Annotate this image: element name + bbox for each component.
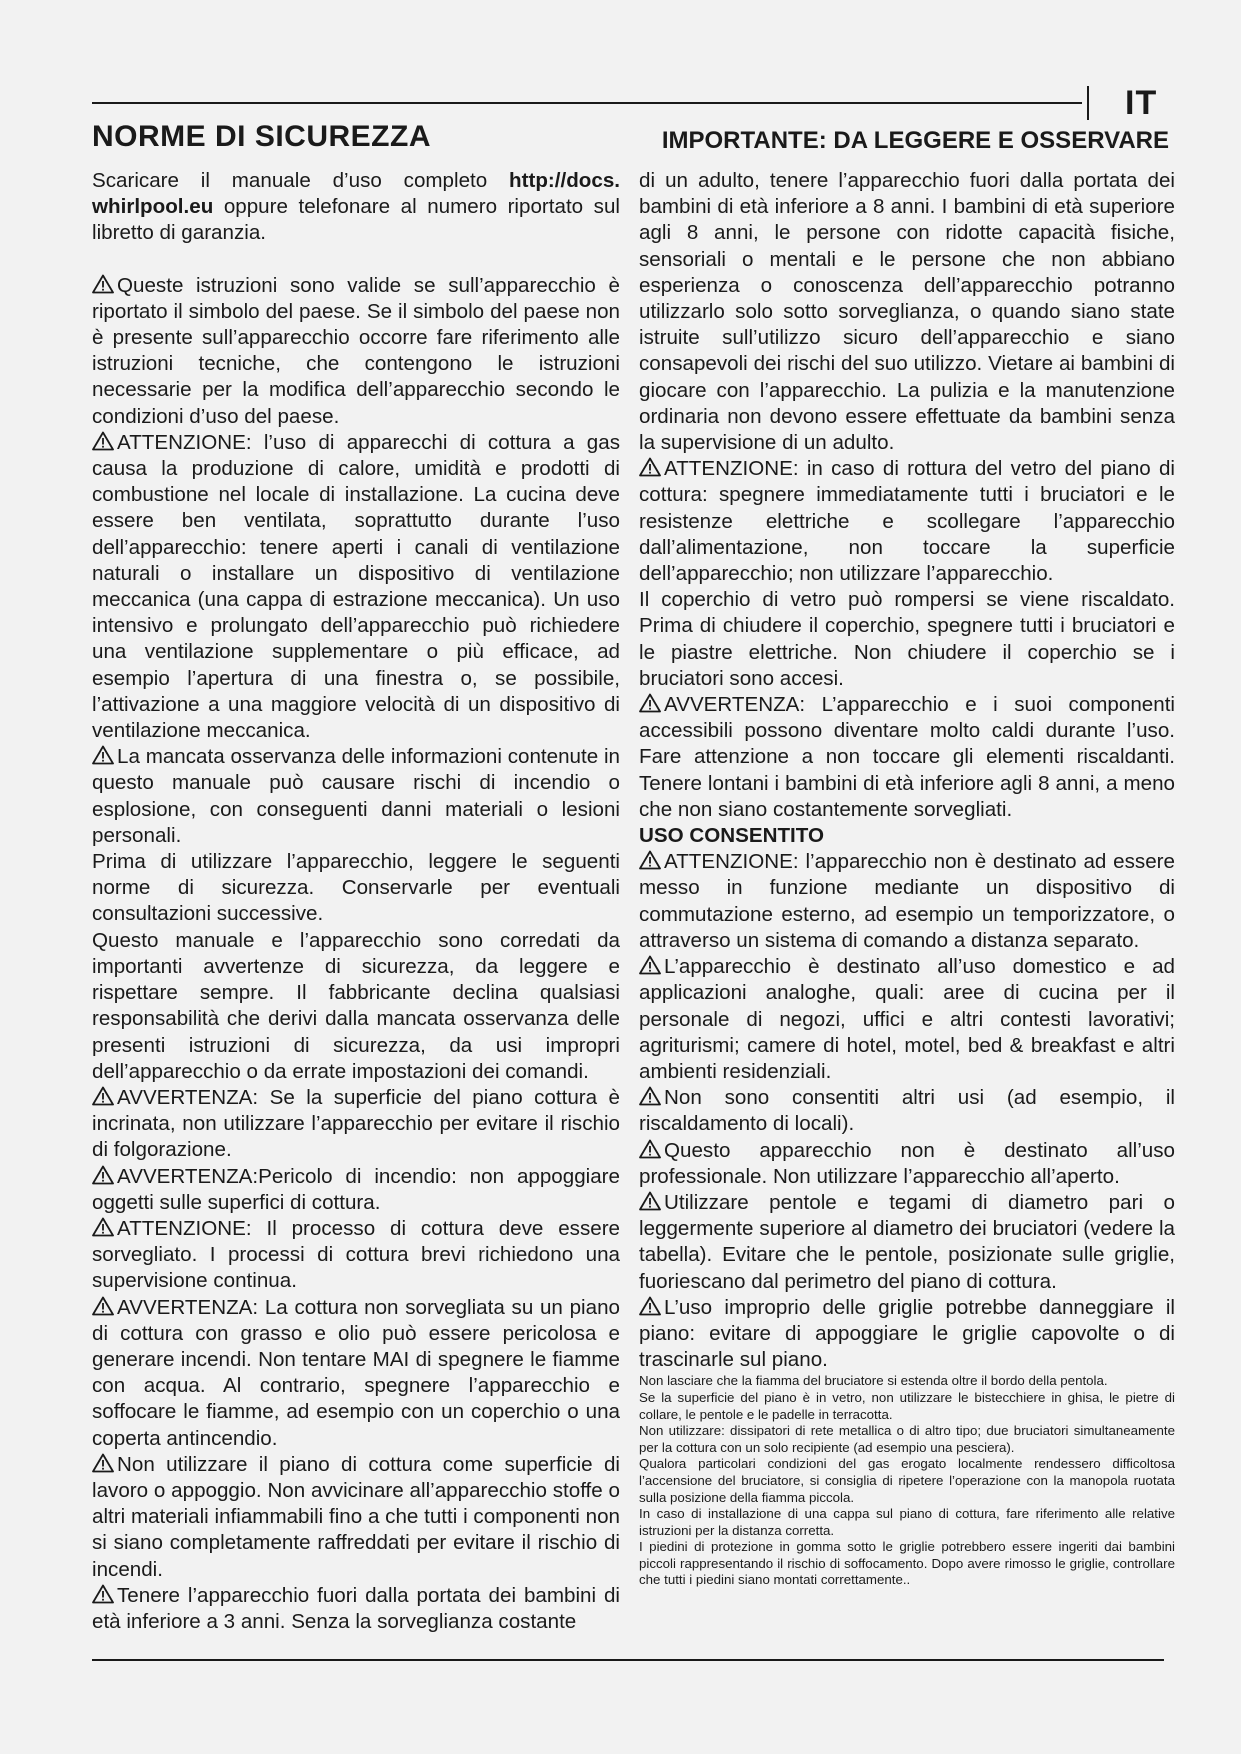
- intro-text-end: oppure telefonare al numero riportato sul libretto di garanzia.: [92, 195, 620, 245]
- paragraph: Non sono consentiti altri usi (ad esempio, il riscaldamento di locali).: [639, 1086, 1175, 1136]
- warning-icon: [92, 431, 114, 451]
- section-heading: USO CONSENTITO: [639, 824, 824, 848]
- header-rule: [92, 102, 1082, 104]
- warning-icon: [639, 693, 661, 713]
- paragraph: di un adulto, tenere l’apparecchio fuori dalla portata dei bambini di età inferiore a 8 anni. I bambini di età superiore agli 8 anni, le persone con ridotte capacità fisiche, sensoriali o mentali e le persone che non abbiano esperienza o conoscenza dell’apparecchio potranno utilizzarlo solo sotto sorveglianza, o quando siano state istruite sull’utilizzo sicuro dell’apparecchio e siano consapevoli dei rischi del suo utilizzo. Vietare ai bambini di giocare con l’apparecchio. La pulizia e la manutenzione ordinaria non devono essere effettuate da bambini senza la supervisione di un adulto.: [639, 169, 1175, 455]
- warning-icon: [639, 1296, 661, 1316]
- warning-icon: [639, 457, 661, 477]
- paragraph: Questo apparecchio non è destinato all’uso professionale. Non utilizzare l’apparecchio all’aperto.: [639, 1138, 1175, 1188]
- paragraph: Non utilizzare il piano di cottura come superficie di lavoro o appoggio. Non avvicinare all’apparecchio stoffe o altri materiali infiammabili fino a che tutti i componenti non si siano completamente raffreddati per evitare il rischio di incendi.: [92, 1452, 620, 1581]
- warning-icon: [639, 850, 661, 870]
- manual-link[interactable]: http://docs. whirlpool.eu: [92, 169, 620, 219]
- paragraph: Il coperchio di vetro può rompersi se viene riscaldato. Prima di chiudere il coperchio, spegnere tutti i bruciatori e le piastre elettriche. Non chiudere il coperchio se i bruciatori sono accesi.: [639, 588, 1175, 690]
- intro-text: Scaricare il manuale d’uso completo: [92, 169, 510, 192]
- small-note: I piedini di protezione in gomma sotto le griglie potrebbero essere ingeriti dai bambini piccoli rappresentando il rischio di soffocamento. Dopo avere rimosso le griglie, controllare che tutti i piedini siano montati correttamente..: [639, 1539, 1175, 1588]
- paragraph: Prima di utilizzare l’apparecchio, leggere le seguenti norme di sicurezza. Conservarle per eventuali consultazioni successive.: [92, 850, 620, 926]
- warning-icon: [92, 274, 114, 294]
- paragraph: L’uso improprio delle griglie potrebbe danneggiare il piano: evitare di appoggiare le griglie capovolte o di trascinarle sul piano.: [639, 1295, 1175, 1372]
- left-column: [92, 168, 620, 1635]
- paragraph: La mancata osservanza delle informazioni contenute in questo manuale può causare rischi di incendio o esplosione, con conseguenti danni materiali o lesioni personali.: [92, 745, 620, 847]
- warning-icon: [92, 1453, 114, 1473]
- warning-icon: [92, 1584, 114, 1604]
- warning-icon: [639, 955, 661, 975]
- warning-icon: [92, 1165, 114, 1185]
- paragraph: Queste istruzioni sono valide se sull’apparecchio è riportato il simbolo del paese. Se il simbolo del paese non è presente sull’apparecchio occorre fare riferimento alle istruzioni tecniche, che contengono le istruzioni necessarie per la modifica dell’apparecchio secondo le condizioni d’uso del paese.: [92, 273, 620, 428]
- intro-paragraph: [92, 168, 620, 247]
- footer-rule: [92, 1659, 1164, 1661]
- paragraph: Tenere l’apparecchio fuori dalla portata dei bambini di età inferiore a 3 anni. Senza la sorveglianza costante: [92, 1583, 620, 1633]
- paragraph: AVVERTENZA:Pericolo di incendio: non appoggiare oggetti sulle superfici di cottura.: [92, 1164, 620, 1214]
- small-note: Qualora particolari condizioni del gas erogato localmente rendessero difficoltosa l’accensione del bruciatore, si consiglia di ripetere l’operazione con la manopola ruotata sulla posizione della fiamma piccola.: [639, 1456, 1175, 1505]
- small-note: Se la superficie del piano è in vetro, non utilizzare le bistecchiere in ghisa, le pietre di collare, le pentole e le padelle in terracotta.: [639, 1389, 1175, 1422]
- paragraph: ATTENZIONE: in caso di rottura del vetro del piano di cottura: spegnere immediatamente tutti i bruciatori e le resistenze elettriche e scollegare l’apparecchio dall’alimentazione, non toccare la superficie dell’apparecchio; non utilizzare l’apparecchio.: [639, 457, 1175, 586]
- paragraph: L’apparecchio è destinato all’uso domestico e ad applicazioni analoghe, quali: aree di cucina per il personale di negozi, uffici e altri contesti lavorativi; agriturismi; camere di hotel, motel, bed & breakfast e altri ambienti residenziali.: [639, 955, 1175, 1083]
- paragraph: ATTENZIONE: l’uso di apparecchi di cottura a gas causa la produzione di calore, umidità e prodotti di combustione nel locale di installazione. La cucina deve essere ben ventilata, soprattutto durante l’uso dell’apparecchio: tenere aperti i canali di ventilazione naturali o installare un dispositivo di ventilazione meccanica (una cappa di estrazione meccanica). Un uso intensivo e prolungato dell’apparecchio può richiedere una ventilazione supplementare o più efficace, ad esempio l’apertura di una finestra o, se possibile, l’attivazione a una maggiore velocità di un dispositivo di ventilazione meccanica.: [92, 430, 620, 743]
- paragraph: AVVERTENZA: Se la superficie del piano cottura è incrinata, non utilizzare l’apparecchio per evitare il rischio di folgorazione.: [92, 1085, 620, 1162]
- small-note: Non utilizzare: dissipatori di rete metallica o di altro tipo; due bruciatori simultaneamente per la cottura con un solo recipiente (ad esempio una pesciera).: [639, 1423, 1175, 1455]
- paragraph: AVVERTENZA: La cottura non sorvegliata su un piano di cottura con grasso e olio può essere pericolosa e generare incendi. Non tentare MAI di spegnere le fiamme con acqua. Al contrario, spegnere l’apparecchio e soffocare le fiamme, ad esempio con un coperchio o una coperta antincendio.: [92, 1295, 620, 1450]
- warning-icon: [639, 1086, 661, 1106]
- warning-icon: [639, 1139, 661, 1159]
- paragraph: ATTENZIONE: Il processo di cottura deve essere sorvegliato. I processi di cottura brevi richiedono una supervisione continua.: [92, 1216, 620, 1293]
- small-note: Non lasciare che la fiamma del bruciatore si estenda oltre il bordo della pentola.: [639, 1373, 1108, 1389]
- right-column: [639, 168, 1175, 1589]
- warning-icon: [92, 1296, 114, 1316]
- paragraph: AVVERTENZA: L’apparecchio e i suoi componenti accessibili possono diventare molto caldi durante l’uso. Fare attenzione a non toccare gli elementi riscaldanti. Tenere lontani i bambini di età inferiore agli 8 anni, a meno che non siano costantemente sorvegliati.: [639, 693, 1175, 821]
- warning-icon: [639, 1191, 661, 1211]
- warning-icon: [92, 1086, 114, 1106]
- page-subtitle: IMPORTANTE: DA LEGGERE E OSSERVARE: [661, 127, 1169, 154]
- warning-icon: [92, 1217, 114, 1237]
- paragraph: Utilizzare pentole e tegami di diametro pari o leggermente superiore al diametro dei bruciatori (vedere la tabella). Evitare che le pentole, posizionate sulle griglie, fuoriescano dal perimetro del piano di cottura.: [639, 1190, 1175, 1293]
- header-tick: [1087, 86, 1089, 120]
- small-note: In caso di installazione di una cappa sul piano di cottura, fare riferimento alle relative istruzioni per la distanza corretta.: [639, 1506, 1175, 1538]
- page-title: NORME DI SICUREZZA: [92, 120, 431, 153]
- warning-icon: [92, 745, 114, 765]
- paragraph: ATTENZIONE: l’apparecchio non è destinato ad essere messo in funzione mediante un dispositivo di commutazione esterno, ad esempio un temporizzatore, o attraverso un sistema di comando a distanza separato.: [639, 850, 1175, 952]
- paragraph: Questo manuale e l’apparecchio sono corredati da importanti avvertenze di sicurezza, da leggere e rispettare sempre. Il fabbricante declina qualsiasi responsabilità che derivi dalla mancata osservanza delle presenti istruzioni di sicurezza, da usi impropri dell’apparecchio o da errate impostazioni dei comandi.: [92, 928, 620, 1083]
- language-code: IT: [1125, 84, 1158, 122]
